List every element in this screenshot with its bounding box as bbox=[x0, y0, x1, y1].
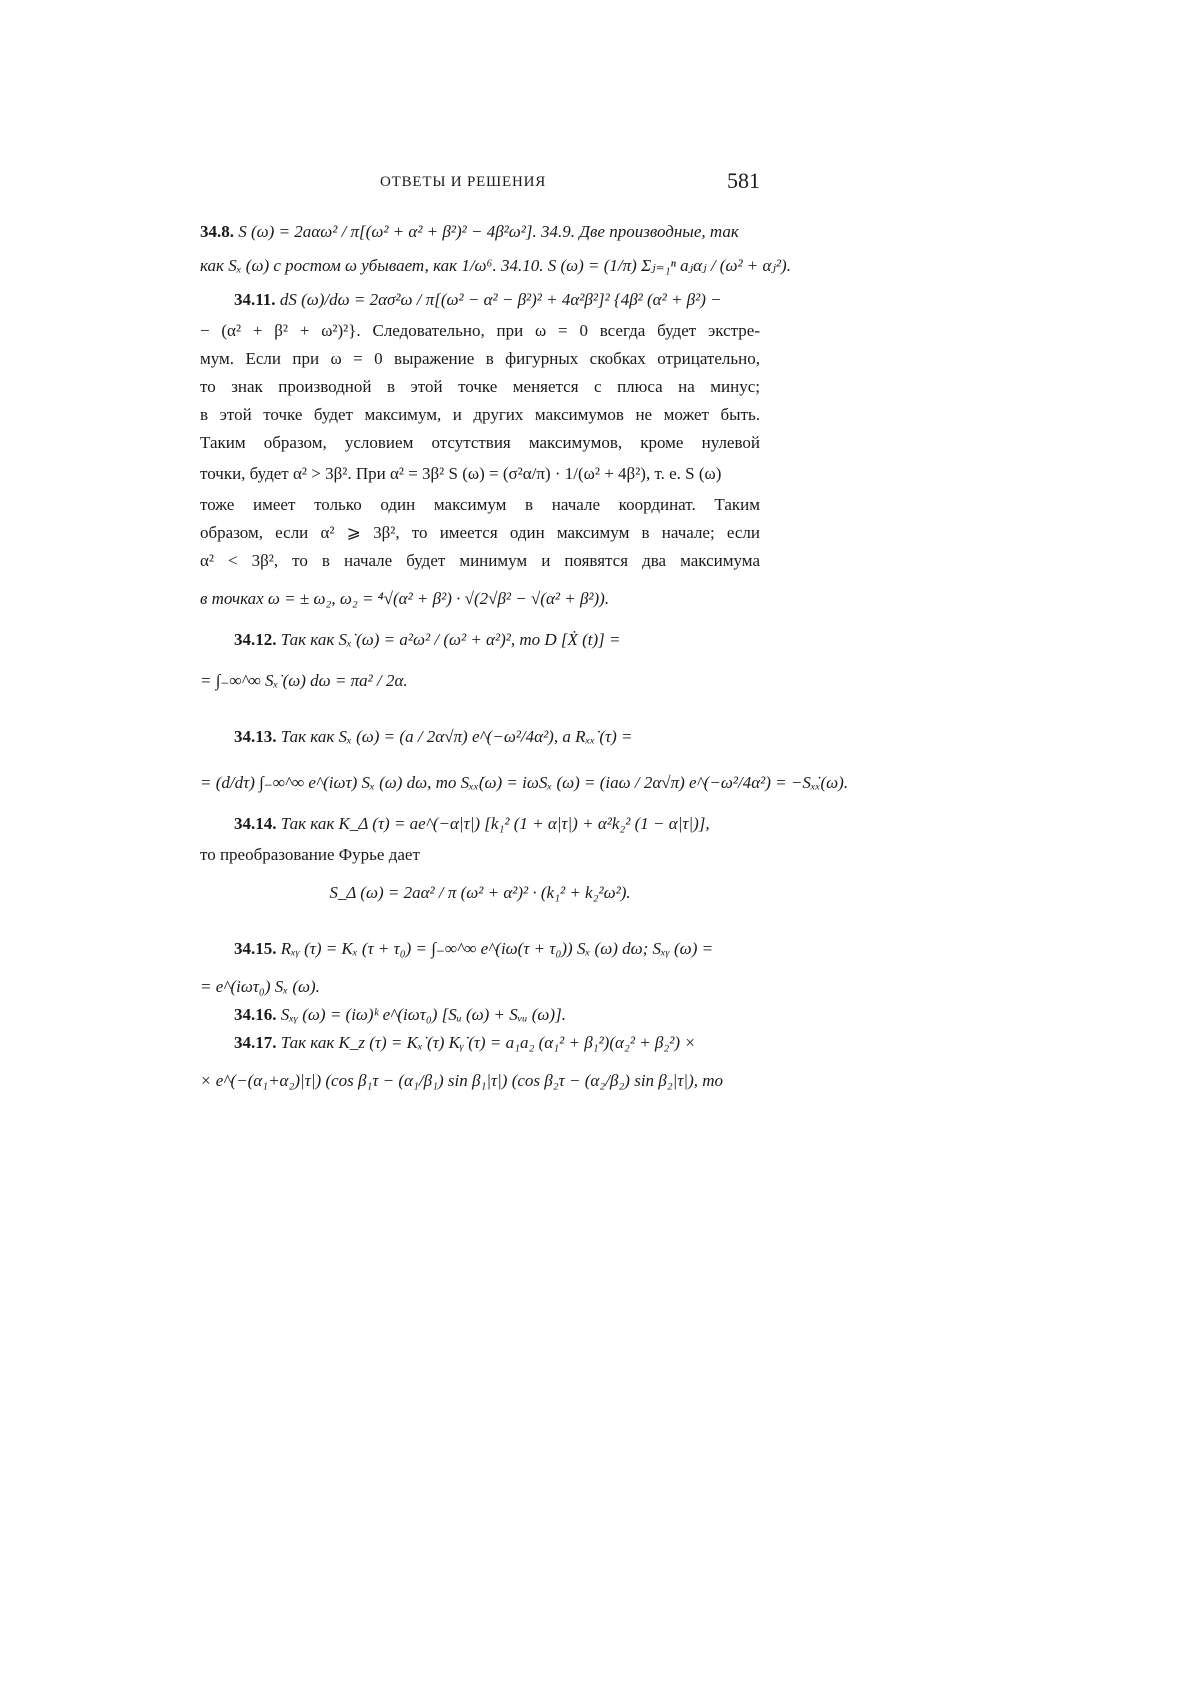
text-line bbox=[200, 215, 760, 249]
problem-number: 34.14. bbox=[234, 814, 277, 833]
line-text: dS (ω)/dω = 2ασ²ω / π[(ω² − α² − β²)² + 4α²β²]² {4β² (α² + β²) − bbox=[279, 290, 722, 309]
formula-line bbox=[200, 715, 760, 759]
text-line bbox=[200, 491, 760, 519]
line-text: S_Δ (ω) = 2aα² / π (ω² + α²)² · (k₁² + k₂²ω²). bbox=[329, 883, 631, 902]
problem-number: 34.13. bbox=[234, 727, 277, 746]
line-text: в этой точке будет максимум, и других максимумов не может быть. bbox=[200, 405, 760, 424]
line-text: точки, будет α² > 3β². При α² = 3β² S (ω) = (σ²α/π) · 1/(ω² + 4β²), т. е. S (ω) bbox=[200, 464, 722, 483]
line-text: Sₓᵧ (ω) = (iω)ᵏ e^(iωτ₀) [Sᵤ (ω) + Sᵥᵤ (ω)]. bbox=[280, 1005, 566, 1024]
line-text: тоже имеет только один максимум в начале координат. Таким bbox=[200, 495, 760, 514]
line-text: = e^(iωτ₀) Sₓ (ω). bbox=[200, 977, 320, 996]
line-text: то преобразование Фурье дает bbox=[200, 845, 420, 864]
line-text: α² < 3β², то в начале будет минимум и появятся два максимума bbox=[200, 551, 760, 570]
text-line bbox=[200, 519, 760, 547]
formula-line bbox=[200, 927, 760, 971]
formula-line bbox=[200, 659, 760, 703]
text-line bbox=[200, 1029, 760, 1057]
problem-number: 34.16. bbox=[234, 1005, 277, 1024]
text-line bbox=[200, 841, 760, 869]
line-text: Так как Sₓ̇ (ω) = a²ω² / (ω² + α²)², то D [Ẋ (t)] = bbox=[280, 630, 621, 649]
line-text: то знак производной в этой точке меняется с плюса на минус; bbox=[200, 377, 760, 396]
problem-number: 34.12. bbox=[234, 630, 277, 649]
text-line bbox=[200, 429, 760, 457]
text-line bbox=[200, 457, 760, 491]
line-text: × e^(−(α₁+α₂)|τ|) (cos β₁τ − (α₁/β₁) sin β₁|τ|) (cos β₂τ − (α₂/β₂) sin β₂|τ|), то bbox=[200, 1071, 724, 1090]
text-line bbox=[200, 283, 760, 317]
problem-number: 34.15. bbox=[234, 939, 277, 958]
line-text: Так как Sₓ (ω) = (a / 2α√π) e^(−ω²/4α²), а Rₓₓ̇ (τ) = bbox=[280, 727, 633, 746]
line-text: Rₓᵧ (τ) = Kₓ (τ + τ₀) = ∫₋∞^∞ e^(iω(τ + τ₀)) Sₓ (ω) dω; Sₓᵧ (ω) = bbox=[280, 939, 714, 958]
formula-line bbox=[200, 1059, 760, 1103]
line-text: Таким образом, условием отсутствия максимумов, кроме нулевой bbox=[200, 433, 760, 452]
line-text: − (α² + β² + ω²)²}. Следовательно, при ω = 0 всегда будет экстре- bbox=[200, 321, 760, 340]
text-line bbox=[200, 373, 760, 401]
spacer bbox=[200, 705, 760, 713]
line-text: = ∫₋∞^∞ Sₓ̇ (ω) dω = πa² / 2α. bbox=[200, 671, 408, 690]
page-number: 581 bbox=[727, 168, 760, 193]
problem-number: 34.17. bbox=[234, 1033, 277, 1052]
line-text: Так как K_z (τ) = Kₓ̇ (τ) Kᵧ̇ (τ) = a₁a₂ (α₁² + β₁²)(α₂² + β₂²) × bbox=[280, 1033, 696, 1052]
formula-line bbox=[200, 871, 760, 915]
page-header bbox=[200, 168, 760, 202]
line-text: мум. Если при ω = 0 выражение в фигурных скобках отрицательно, bbox=[200, 349, 760, 368]
text-line bbox=[200, 973, 760, 1001]
text-line bbox=[200, 317, 760, 345]
line-text: S (ω) = 2aαω² / π[(ω² + α² + β²)² − 4β²ω²]. 34.9. Две производные, так bbox=[238, 222, 739, 241]
line-text: образом, если α² ⩾ 3β², то имеется один максимум в начале; если bbox=[200, 523, 760, 542]
text-line bbox=[200, 401, 760, 429]
text-line bbox=[200, 623, 760, 657]
text-line bbox=[200, 547, 760, 575]
formula-line bbox=[200, 761, 849, 805]
problem-number: 34.8. bbox=[200, 222, 234, 241]
spacer bbox=[200, 917, 760, 925]
formula-line bbox=[200, 577, 760, 621]
line-text: = (d/dτ) ∫₋∞^∞ e^(iωτ) Sₓ (ω) dω, то Sₓₓ̇(ω) = iωSₓ (ω) = (iaω / 2α√π) e^(−ω²/4α²) = −Sₓ̇ₓ(ω). bbox=[200, 773, 849, 792]
text-line bbox=[200, 249, 791, 283]
line-text: в точках ω = ± ω₂, ω₂ = ⁴√(α² + β²) · √(2√β² − √(α² + β²)). bbox=[200, 589, 610, 608]
line-text: как Sₓ (ω) с ростом ω убывает, как 1/ω⁶. 34.10. S (ω) = (1/π) Σⱼ₌₁ⁿ aⱼαⱼ / (ω² + αⱼ²). bbox=[200, 256, 791, 275]
answers-text bbox=[200, 215, 849, 1105]
text-line bbox=[200, 807, 760, 841]
line-text: Так как K_Δ (τ) = ae^(−α|τ|) [k₁² (1 + α|τ|) + α²k₂² (1 − α|τ|)], bbox=[280, 814, 710, 833]
running-head: ОТВЕТЫ И РЕШЕНИЯ bbox=[380, 174, 547, 190]
problem-number: 34.11. bbox=[234, 290, 276, 309]
text-line bbox=[200, 345, 760, 373]
text-line bbox=[200, 1001, 760, 1029]
